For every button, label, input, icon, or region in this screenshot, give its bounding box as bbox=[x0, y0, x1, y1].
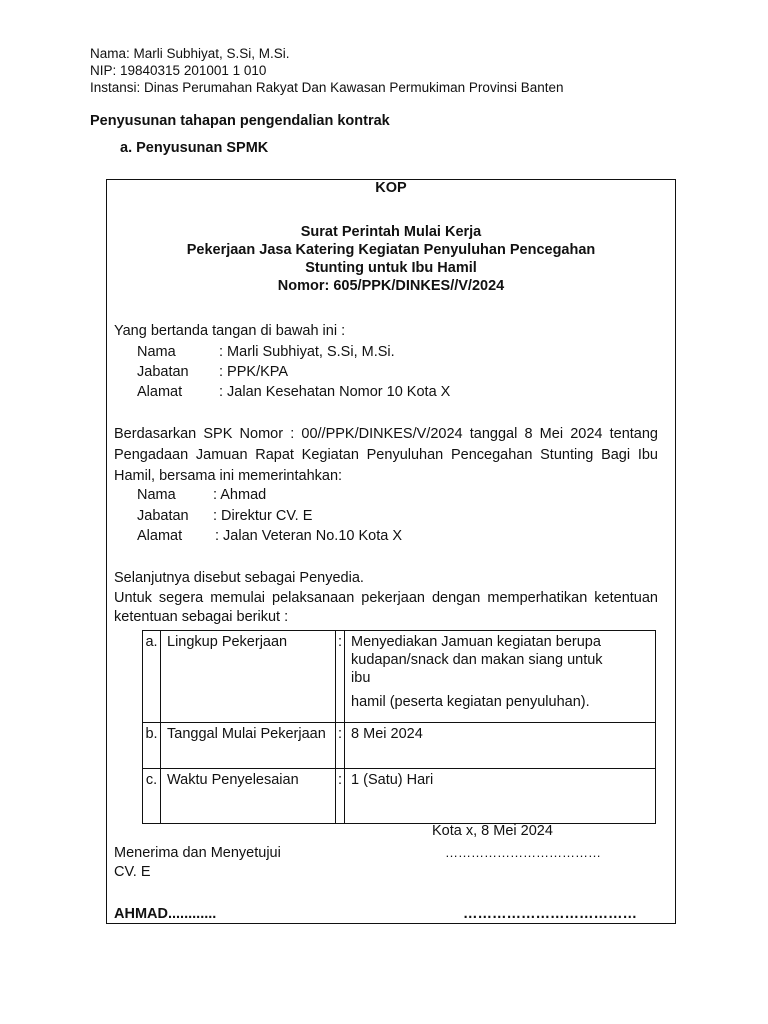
item-value-line: Menyediakan Jamuan kegiatan berupa bbox=[351, 634, 601, 650]
author-nip: NIP: 19840315 201001 1 010 bbox=[90, 63, 267, 78]
table-row bbox=[143, 723, 656, 769]
signer-alamat-label: Alamat bbox=[137, 384, 183, 400]
letter-frame bbox=[106, 179, 676, 924]
signature-underline bbox=[114, 923, 296, 924]
signature-dots-bottom: ……………………………… bbox=[463, 906, 637, 922]
item-label: Tanggal Mulai Pekerjaan bbox=[161, 723, 336, 769]
referred-text: Selanjutnya disebut sebagai Penyedia. bbox=[114, 570, 364, 586]
basis-line-1: Berdasarkan SPK Nomor : 00//PPK/DINKES/V/2024 tanggal 8 Mei 2024 tentang bbox=[114, 426, 658, 442]
item-colon: : bbox=[336, 631, 345, 723]
provisions-table bbox=[142, 630, 656, 824]
item-letter: a. bbox=[143, 631, 161, 723]
item-letter: b. bbox=[143, 723, 161, 769]
company-name: CV. E bbox=[114, 864, 151, 880]
basis-line-3: Hamil, bersama ini memerintahkan: bbox=[114, 468, 343, 484]
sub-title: a. Penyusunan SPMK bbox=[120, 140, 269, 156]
item-letter: c. bbox=[143, 769, 161, 824]
item-value-line: kudapan/snack dan makan siang untuk bbox=[351, 652, 603, 668]
instruction-line-1: Untuk segera memulai pelaksanaan pekerjaan dengan memperhatikan ketentuan bbox=[114, 590, 658, 606]
provider-alamat-value: : Jalan Veteran No.10 Kota X bbox=[215, 528, 403, 544]
table-row bbox=[143, 769, 656, 824]
item-value-line: ibu bbox=[351, 670, 371, 686]
item-value-line: 8 Mei 2024 bbox=[351, 726, 423, 742]
letter-title: Surat Perintah Mulai Kerja bbox=[300, 224, 482, 240]
place-date: Kota x, 8 Mei 2024 bbox=[432, 823, 553, 839]
item-colon: : bbox=[336, 723, 345, 769]
item-label: Lingkup Pekerjaan bbox=[161, 631, 336, 723]
item-value bbox=[345, 631, 656, 723]
provider-nama-label: Nama bbox=[137, 487, 176, 503]
signature-dots-top: ……………………………… bbox=[445, 845, 601, 860]
basis-line-2: Pengadaan Jamuan Rapat Kegiatan Penyuluhan Pencegahan Stunting Bagi Ibu bbox=[114, 447, 658, 463]
provider-jabatan-value: : Direktur CV. E bbox=[213, 508, 313, 524]
section-title: Penyusunan tahapan pengendalian kontrak bbox=[90, 113, 390, 129]
letter-number: Nomor: 605/PPK/DINKES//V/2024 bbox=[277, 278, 505, 294]
signer-jabatan-label: Jabatan bbox=[137, 364, 189, 380]
signature-name: AHMAD............ bbox=[114, 906, 217, 922]
letter-title-line3: Stunting untuk Ibu Hamil bbox=[305, 260, 477, 276]
signer-nama-label: Nama bbox=[137, 344, 176, 360]
letter-title-line2: Pekerjaan Jasa Katering Kegiatan Penyuluhan Pencegahan bbox=[186, 242, 596, 258]
item-value-extra: hamil (peserta kegiatan penyuluhan). bbox=[351, 694, 590, 710]
provider-jabatan-label: Jabatan bbox=[137, 508, 189, 524]
table-row bbox=[143, 631, 656, 723]
letter-kop: KOP bbox=[375, 180, 407, 196]
item-label: Waktu Penyelesaian bbox=[161, 769, 336, 824]
item-colon: : bbox=[336, 769, 345, 824]
signer-alamat-value: : Jalan Kesehatan Nomor 10 Kota X bbox=[219, 384, 451, 400]
provider-nama-value: : Ahmad bbox=[213, 487, 267, 503]
item-value bbox=[345, 769, 656, 824]
provider-alamat-label: Alamat bbox=[137, 528, 183, 544]
item-value-line: 1 (Satu) Hari bbox=[351, 772, 434, 788]
intro-text: Yang bertanda tangan di bawah ini : bbox=[114, 323, 346, 339]
author-instansi: Instansi: Dinas Perumahan Rakyat Dan Kawasan Permukiman Provinsi Banten bbox=[90, 80, 564, 95]
accept-text: Menerima dan Menyetujui bbox=[114, 845, 281, 861]
item-value bbox=[345, 723, 656, 769]
signer-jabatan-value: : PPK/KPA bbox=[219, 364, 289, 380]
instruction-line-2: ketentuan sebagai berikut : bbox=[114, 609, 289, 625]
author-name: Nama: Marli Subhiyat, S.Si, M.Si. bbox=[90, 46, 290, 61]
signer-nama-value: : Marli Subhiyat, S.Si, M.Si. bbox=[219, 344, 395, 360]
